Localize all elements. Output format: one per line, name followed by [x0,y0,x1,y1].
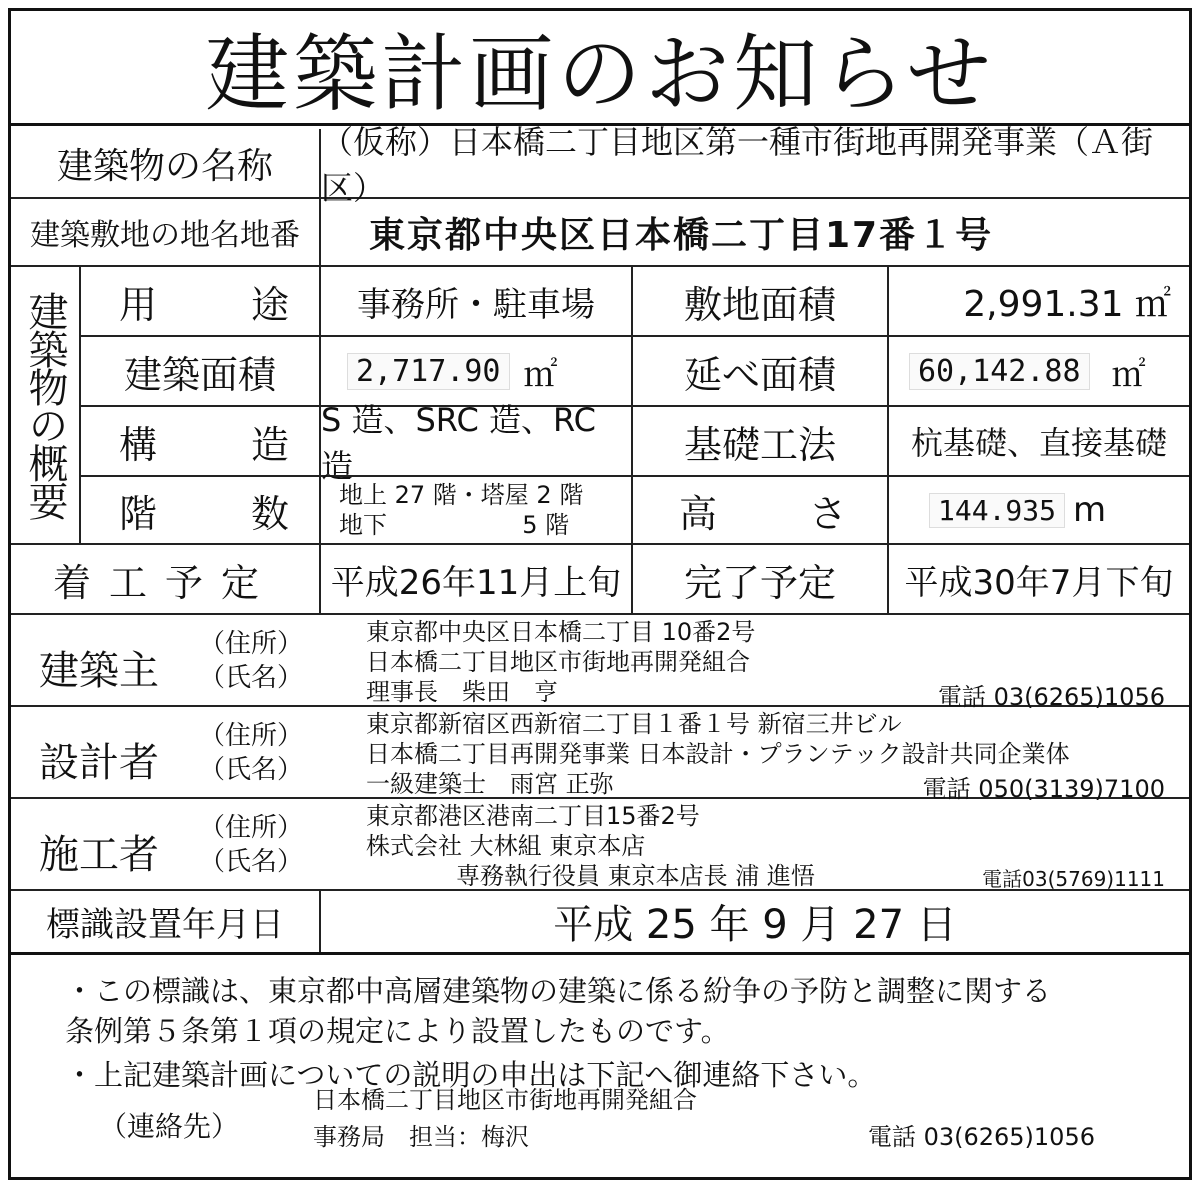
designer-row [11,707,1189,803]
sign-date-label: 標識設置年月日 [11,891,321,952]
outline-row-area [81,337,1189,407]
height-value: 144.935 [929,493,1065,528]
foundation-value: 杭基礎、直接基礎 [910,424,1167,462]
designer-address: 東京都新宿区西新宿二丁目１番１号 新宿三井ビル [366,710,902,738]
contractor-sub-labels: （住所） （氏名） [199,813,304,877]
site-area-value: 2,991.31 ㎡ [963,283,1171,325]
schedule-row [11,545,1189,615]
contractor-label: 施工者 [39,832,159,878]
owner-details [366,617,755,707]
construction-notice-board [8,8,1192,1180]
building-area-unit: ㎡ [523,354,558,395]
height-unit: m [1073,490,1107,530]
start-label: 着工予定 [11,545,321,613]
building-area-value: 2,717.90 [347,353,510,390]
floors-value [321,477,633,543]
owner-sub-labels: （住所） （氏名） [199,629,304,693]
total-floor-area-label: 延べ面積 [633,337,889,405]
structure-label: 構 造 [81,407,321,475]
building-outline-label: 建築物の概要 [11,267,81,545]
contractor-phone: 電話03(5769)1111 [982,867,1165,891]
total-floor-area-cell [889,337,1189,405]
site-area-label: 敷地面積 [633,267,889,335]
owner-representative: 理事長 柴田 亨 [366,678,558,706]
height-label: 高 さ [633,477,889,543]
completion-label: 完了予定 [633,545,889,613]
notes-section [11,955,1189,1177]
floors-above-ground: 地上 27 階・塔屋 2 階 [339,481,584,509]
outline-row-floors [81,477,1189,545]
owner-organization: 日本橋二丁目地区市街地再開発組合 [366,648,750,676]
contact-person: 事務局 担当：梅沢 [313,1123,529,1151]
designer-architect: 一級建築士 雨宮 正弥 [366,770,614,798]
building-area-label: 建築面積 [81,337,321,405]
designer-organization: 日本橋二丁目再開発事業 日本設計・プランテック設計共同企業体 [366,740,1070,768]
site-label: 建築敷地の地名地番 [11,199,321,265]
foundation-label: 基礎工法 [633,407,889,475]
contractor-company: 株式会社 大林組 東京本店 [366,832,646,860]
note-ordinance-line1: ・この標識は、東京都中高層建築物の建築に係る紛争の予防と調整に関する [65,974,1052,1008]
height-cell [889,477,1189,543]
completion-value: 平成30年7月下旬 [904,562,1174,603]
owner-label: 建築主 [39,648,159,694]
site-value: 東京都中央区日本橋二丁目17番１号 [369,214,994,256]
sign-date-row [11,891,1189,955]
contractor-row [11,799,1189,891]
contact-label: （連絡先） [99,1110,240,1143]
contact-phone: 電話 03(6265)1056 [867,1123,1095,1151]
note-contact: ・上記建築計画についての説明の申出は下記へ御連絡下さい。 [65,1058,877,1092]
notice-title: 建築計画のお知らせ [11,11,1189,126]
note-ordinance-line2: 条例第５条第１項の規定により設置したものです。 [65,1014,730,1048]
designer-label: 設計者 [39,740,159,786]
building-name-row [11,123,1189,207]
use-label: 用 途 [81,267,321,335]
building-name-value: （仮称）日本橋二丁目地区第一種市街地再開発事業（Ａ街区） [321,123,1154,207]
contractor-representative: 専務執行役員 東京本店長 浦 進悟 [456,862,815,890]
structure-value: S 造、SRC 造、RC 造 [321,407,633,475]
designer-phone: 電話 050(3139)7100 [922,775,1165,803]
building-name-label: 建築物の名称 [11,129,321,197]
site-row [11,199,1189,267]
start-value: 平成26年11月上旬 [321,545,633,613]
contractor-details [366,801,815,891]
use-value: 事務所・駐車場 [321,267,633,335]
owner-address: 東京都中央区日本橋二丁目 10番2号 [366,618,756,646]
total-floor-area-unit: ㎡ [1111,354,1146,395]
contractor-address: 東京都港区港南二丁目15番2号 [366,802,700,830]
outline-row-use [81,267,1189,337]
total-floor-area-value: 60,142.88 [909,353,1090,390]
sign-date-value: 平成 25 年 9 月 27 日 [553,902,957,948]
designer-sub-labels: （住所） （氏名） [199,721,304,785]
contact-organization: 日本橋二丁目地区市街地再開発組合 [313,1086,697,1114]
owner-row [11,615,1189,711]
outline-row-structure [81,401,1189,485]
owner-phone: 電話 03(6265)1056 [937,683,1165,711]
floors-label: 階 数 [81,477,321,543]
floors-below-ground: 地下 5 階 [339,511,570,539]
